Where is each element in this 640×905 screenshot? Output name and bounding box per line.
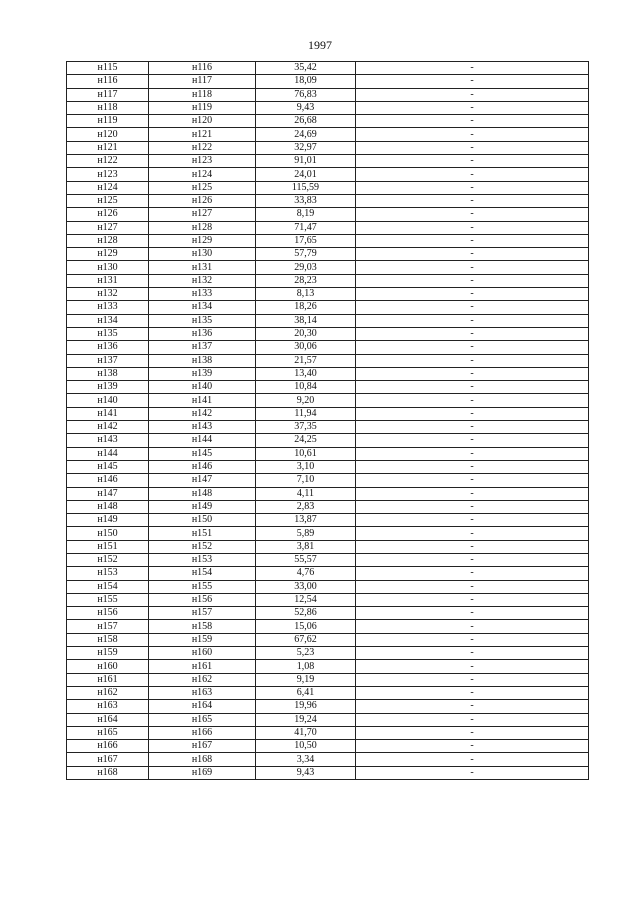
from-point-cell: н163	[67, 700, 149, 713]
distance-cell: 67,62	[256, 633, 356, 646]
distance-cell: 33,83	[256, 194, 356, 207]
table-row	[67, 713, 589, 726]
to-point-cell: н143	[149, 421, 256, 434]
distance-cell: 20,30	[256, 327, 356, 340]
distance-cell: 6,41	[256, 686, 356, 699]
from-point-cell: н160	[67, 660, 149, 673]
from-point-cell: н118	[67, 101, 149, 114]
table-row	[67, 633, 589, 646]
to-point-cell: н152	[149, 540, 256, 553]
table-row	[67, 248, 589, 261]
note-cell: -	[356, 288, 589, 301]
to-point-cell: н121	[149, 128, 256, 141]
distance-cell: 24,01	[256, 168, 356, 181]
to-point-cell: н151	[149, 527, 256, 540]
from-point-cell: н136	[67, 341, 149, 354]
to-point-cell: н134	[149, 301, 256, 314]
to-point-cell: н148	[149, 487, 256, 500]
distance-cell: 21,57	[256, 354, 356, 367]
distance-cell: 30,06	[256, 341, 356, 354]
table-row	[67, 647, 589, 660]
note-cell: -	[356, 248, 589, 261]
note-cell: -	[356, 647, 589, 660]
note-cell: -	[356, 713, 589, 726]
to-point-cell: н165	[149, 713, 256, 726]
to-point-cell: н135	[149, 314, 256, 327]
from-point-cell: н147	[67, 487, 149, 500]
from-point-cell: н155	[67, 593, 149, 606]
table-row	[67, 155, 589, 168]
note-cell: -	[356, 753, 589, 766]
note-cell: -	[356, 673, 589, 686]
page-number: 1997	[308, 38, 332, 52]
from-point-cell: н133	[67, 301, 149, 314]
table-row	[67, 168, 589, 181]
to-point-cell: н120	[149, 115, 256, 128]
table-row	[67, 181, 589, 194]
from-point-cell: н157	[67, 620, 149, 633]
to-point-cell: н124	[149, 168, 256, 181]
from-point-cell: н130	[67, 261, 149, 274]
distance-cell: 2,83	[256, 500, 356, 513]
table-row	[67, 341, 589, 354]
table-row	[67, 101, 589, 114]
note-cell: -	[356, 540, 589, 553]
distance-cell: 91,01	[256, 155, 356, 168]
distance-cell: 37,35	[256, 421, 356, 434]
to-point-cell: н125	[149, 181, 256, 194]
from-point-cell: н146	[67, 474, 149, 487]
note-cell: -	[356, 660, 589, 673]
from-point-cell: н159	[67, 647, 149, 660]
table-row	[67, 301, 589, 314]
note-cell: -	[356, 234, 589, 247]
distance-cell: 13,40	[256, 367, 356, 380]
note-cell: -	[356, 354, 589, 367]
distance-cell: 9,19	[256, 673, 356, 686]
note-cell: -	[356, 274, 589, 287]
note-cell: -	[356, 101, 589, 114]
from-point-cell: н144	[67, 447, 149, 460]
note-cell: -	[356, 421, 589, 434]
note-cell: -	[356, 434, 589, 447]
distance-cell: 55,57	[256, 553, 356, 566]
to-point-cell: н169	[149, 766, 256, 779]
table-row	[67, 274, 589, 287]
note-cell: -	[356, 62, 589, 75]
distance-cell: 71,47	[256, 221, 356, 234]
distance-cell: 29,03	[256, 261, 356, 274]
to-point-cell: н142	[149, 407, 256, 420]
from-point-cell: н156	[67, 607, 149, 620]
table-row	[67, 434, 589, 447]
note-cell: -	[356, 394, 589, 407]
to-point-cell: н126	[149, 194, 256, 207]
distance-cell: 17,65	[256, 234, 356, 247]
table-row	[67, 567, 589, 580]
table-row	[67, 553, 589, 566]
distance-cell: 11,94	[256, 407, 356, 420]
distance-cell: 10,50	[256, 740, 356, 753]
table-row	[67, 474, 589, 487]
table-row	[67, 394, 589, 407]
to-point-cell: н128	[149, 221, 256, 234]
table-row	[67, 686, 589, 699]
note-cell: -	[356, 301, 589, 314]
distance-cell: 10,84	[256, 381, 356, 394]
to-point-cell: н161	[149, 660, 256, 673]
note-cell: -	[356, 181, 589, 194]
note-cell: -	[356, 168, 589, 181]
table-row	[67, 62, 589, 75]
note-cell: -	[356, 314, 589, 327]
table-row	[67, 421, 589, 434]
table-row	[67, 726, 589, 739]
from-point-cell: н154	[67, 580, 149, 593]
to-point-cell: н147	[149, 474, 256, 487]
distance-cell: 32,97	[256, 141, 356, 154]
distance-cell: 24,25	[256, 434, 356, 447]
note-cell: -	[356, 766, 589, 779]
note-cell: -	[356, 341, 589, 354]
note-cell: -	[356, 726, 589, 739]
table-row	[67, 740, 589, 753]
distance-cell: 10,61	[256, 447, 356, 460]
from-point-cell: н165	[67, 726, 149, 739]
distance-cell: 33,00	[256, 580, 356, 593]
from-point-cell: н121	[67, 141, 149, 154]
from-point-cell: н131	[67, 274, 149, 287]
note-cell: -	[356, 567, 589, 580]
from-point-cell: н158	[67, 633, 149, 646]
note-cell: -	[356, 327, 589, 340]
distance-cell: 4,76	[256, 567, 356, 580]
to-point-cell: н117	[149, 75, 256, 88]
table-row	[67, 115, 589, 128]
distance-cell: 28,23	[256, 274, 356, 287]
to-point-cell: н130	[149, 248, 256, 261]
from-point-cell: н168	[67, 766, 149, 779]
to-point-cell: н162	[149, 673, 256, 686]
table-row	[67, 540, 589, 553]
from-point-cell: н116	[67, 75, 149, 88]
table-row	[67, 487, 589, 500]
from-point-cell: н149	[67, 514, 149, 527]
note-cell: -	[356, 381, 589, 394]
distance-cell: 9,43	[256, 101, 356, 114]
to-point-cell: н168	[149, 753, 256, 766]
distance-cell: 41,70	[256, 726, 356, 739]
from-point-cell: н124	[67, 181, 149, 194]
table-row	[67, 753, 589, 766]
to-point-cell: н122	[149, 141, 256, 154]
distance-cell: 15,06	[256, 620, 356, 633]
distance-cell: 52,86	[256, 607, 356, 620]
note-cell: -	[356, 115, 589, 128]
from-point-cell: н120	[67, 128, 149, 141]
from-point-cell: н151	[67, 540, 149, 553]
to-point-cell: н157	[149, 607, 256, 620]
distance-cell: 19,24	[256, 713, 356, 726]
table-row	[67, 580, 589, 593]
to-point-cell: н132	[149, 274, 256, 287]
to-point-cell: н137	[149, 341, 256, 354]
from-point-cell: н127	[67, 221, 149, 234]
note-cell: -	[356, 367, 589, 380]
table-row	[67, 194, 589, 207]
to-point-cell: н160	[149, 647, 256, 660]
distance-cell: 3,81	[256, 540, 356, 553]
from-point-cell: н129	[67, 248, 149, 261]
table-row	[67, 261, 589, 274]
distance-cell: 38,14	[256, 314, 356, 327]
to-point-cell: н146	[149, 460, 256, 473]
note-cell: -	[356, 553, 589, 566]
to-point-cell: н138	[149, 354, 256, 367]
note-cell: -	[356, 580, 589, 593]
to-point-cell: н150	[149, 514, 256, 527]
distance-cell: 13,87	[256, 514, 356, 527]
from-point-cell: н134	[67, 314, 149, 327]
table-row	[67, 128, 589, 141]
to-point-cell: н155	[149, 580, 256, 593]
distance-cell: 3,34	[256, 753, 356, 766]
note-cell: -	[356, 447, 589, 460]
from-point-cell: н152	[67, 553, 149, 566]
note-cell: -	[356, 221, 589, 234]
to-point-cell: н118	[149, 88, 256, 101]
table-body	[67, 62, 589, 780]
to-point-cell: н119	[149, 101, 256, 114]
to-point-cell: н131	[149, 261, 256, 274]
from-point-cell: н125	[67, 194, 149, 207]
to-point-cell: н166	[149, 726, 256, 739]
to-point-cell: н136	[149, 327, 256, 340]
distance-cell: 12,54	[256, 593, 356, 606]
note-cell: -	[356, 607, 589, 620]
table-row	[67, 766, 589, 779]
table-row	[67, 460, 589, 473]
to-point-cell: н149	[149, 500, 256, 513]
distance-cell: 7,10	[256, 474, 356, 487]
table-row	[67, 221, 589, 234]
table-row	[67, 407, 589, 420]
from-point-cell: н135	[67, 327, 149, 340]
table-row	[67, 314, 589, 327]
to-point-cell: н139	[149, 367, 256, 380]
coordinates-table	[66, 61, 589, 780]
table-row	[67, 88, 589, 101]
from-point-cell: н142	[67, 421, 149, 434]
note-cell: -	[356, 633, 589, 646]
note-cell: -	[356, 141, 589, 154]
from-point-cell: н137	[67, 354, 149, 367]
from-point-cell: н166	[67, 740, 149, 753]
from-point-cell: н122	[67, 155, 149, 168]
distance-cell: 4,11	[256, 487, 356, 500]
note-cell: -	[356, 407, 589, 420]
table-row	[67, 327, 589, 340]
to-point-cell: н167	[149, 740, 256, 753]
note-cell: -	[356, 208, 589, 221]
from-point-cell: н153	[67, 567, 149, 580]
note-cell: -	[356, 460, 589, 473]
from-point-cell: н119	[67, 115, 149, 128]
from-point-cell: н132	[67, 288, 149, 301]
table-row	[67, 234, 589, 247]
from-point-cell: н167	[67, 753, 149, 766]
note-cell: -	[356, 593, 589, 606]
note-cell: -	[356, 514, 589, 527]
from-point-cell: н128	[67, 234, 149, 247]
to-point-cell: н163	[149, 686, 256, 699]
note-cell: -	[356, 155, 589, 168]
from-point-cell: н150	[67, 527, 149, 540]
to-point-cell: н164	[149, 700, 256, 713]
from-point-cell: н138	[67, 367, 149, 380]
from-point-cell: н148	[67, 500, 149, 513]
to-point-cell: н154	[149, 567, 256, 580]
note-cell: -	[356, 75, 589, 88]
table-row	[67, 514, 589, 527]
table-row	[67, 208, 589, 221]
note-cell: -	[356, 487, 589, 500]
note-cell: -	[356, 500, 589, 513]
from-point-cell: н162	[67, 686, 149, 699]
from-point-cell: н164	[67, 713, 149, 726]
to-point-cell: н129	[149, 234, 256, 247]
from-point-cell: н161	[67, 673, 149, 686]
table-row	[67, 527, 589, 540]
from-point-cell: н139	[67, 381, 149, 394]
distance-cell: 35,42	[256, 62, 356, 75]
to-point-cell: н116	[149, 62, 256, 75]
from-point-cell: н126	[67, 208, 149, 221]
table-row	[67, 381, 589, 394]
distance-cell: 3,10	[256, 460, 356, 473]
distance-cell: 1,08	[256, 660, 356, 673]
distance-cell: 115,59	[256, 181, 356, 194]
to-point-cell: н144	[149, 434, 256, 447]
note-cell: -	[356, 700, 589, 713]
table-row	[67, 673, 589, 686]
to-point-cell: н159	[149, 633, 256, 646]
from-point-cell: н141	[67, 407, 149, 420]
from-point-cell: н123	[67, 168, 149, 181]
table-row	[67, 141, 589, 154]
note-cell: -	[356, 194, 589, 207]
to-point-cell: н141	[149, 394, 256, 407]
note-cell: -	[356, 261, 589, 274]
distance-cell: 57,79	[256, 248, 356, 261]
note-cell: -	[356, 88, 589, 101]
note-cell: -	[356, 128, 589, 141]
distance-cell: 18,09	[256, 75, 356, 88]
table-row	[67, 500, 589, 513]
note-cell: -	[356, 686, 589, 699]
to-point-cell: н153	[149, 553, 256, 566]
note-cell: -	[356, 620, 589, 633]
distance-cell: 76,83	[256, 88, 356, 101]
distance-cell: 5,23	[256, 647, 356, 660]
table-row	[67, 447, 589, 460]
note-cell: -	[356, 527, 589, 540]
table-row	[67, 660, 589, 673]
to-point-cell: н140	[149, 381, 256, 394]
table-row	[67, 593, 589, 606]
from-point-cell: н143	[67, 434, 149, 447]
from-point-cell: н145	[67, 460, 149, 473]
to-point-cell: н156	[149, 593, 256, 606]
to-point-cell: н145	[149, 447, 256, 460]
to-point-cell: н158	[149, 620, 256, 633]
to-point-cell: н123	[149, 155, 256, 168]
distance-cell: 8,13	[256, 288, 356, 301]
distance-cell: 5,89	[256, 527, 356, 540]
from-point-cell: н140	[67, 394, 149, 407]
table-row	[67, 700, 589, 713]
distance-cell: 26,68	[256, 115, 356, 128]
to-point-cell: н133	[149, 288, 256, 301]
to-point-cell: н127	[149, 208, 256, 221]
distance-cell: 9,20	[256, 394, 356, 407]
table-row	[67, 75, 589, 88]
table-row	[67, 607, 589, 620]
note-cell: -	[356, 474, 589, 487]
from-point-cell: н117	[67, 88, 149, 101]
distance-cell: 9,43	[256, 766, 356, 779]
distance-cell: 19,96	[256, 700, 356, 713]
distance-cell: 18,26	[256, 301, 356, 314]
from-point-cell: н115	[67, 62, 149, 75]
table-row	[67, 288, 589, 301]
table-row	[67, 354, 589, 367]
distance-cell: 8,19	[256, 208, 356, 221]
note-cell: -	[356, 740, 589, 753]
table-row	[67, 367, 589, 380]
table-row	[67, 620, 589, 633]
distance-cell: 24,69	[256, 128, 356, 141]
